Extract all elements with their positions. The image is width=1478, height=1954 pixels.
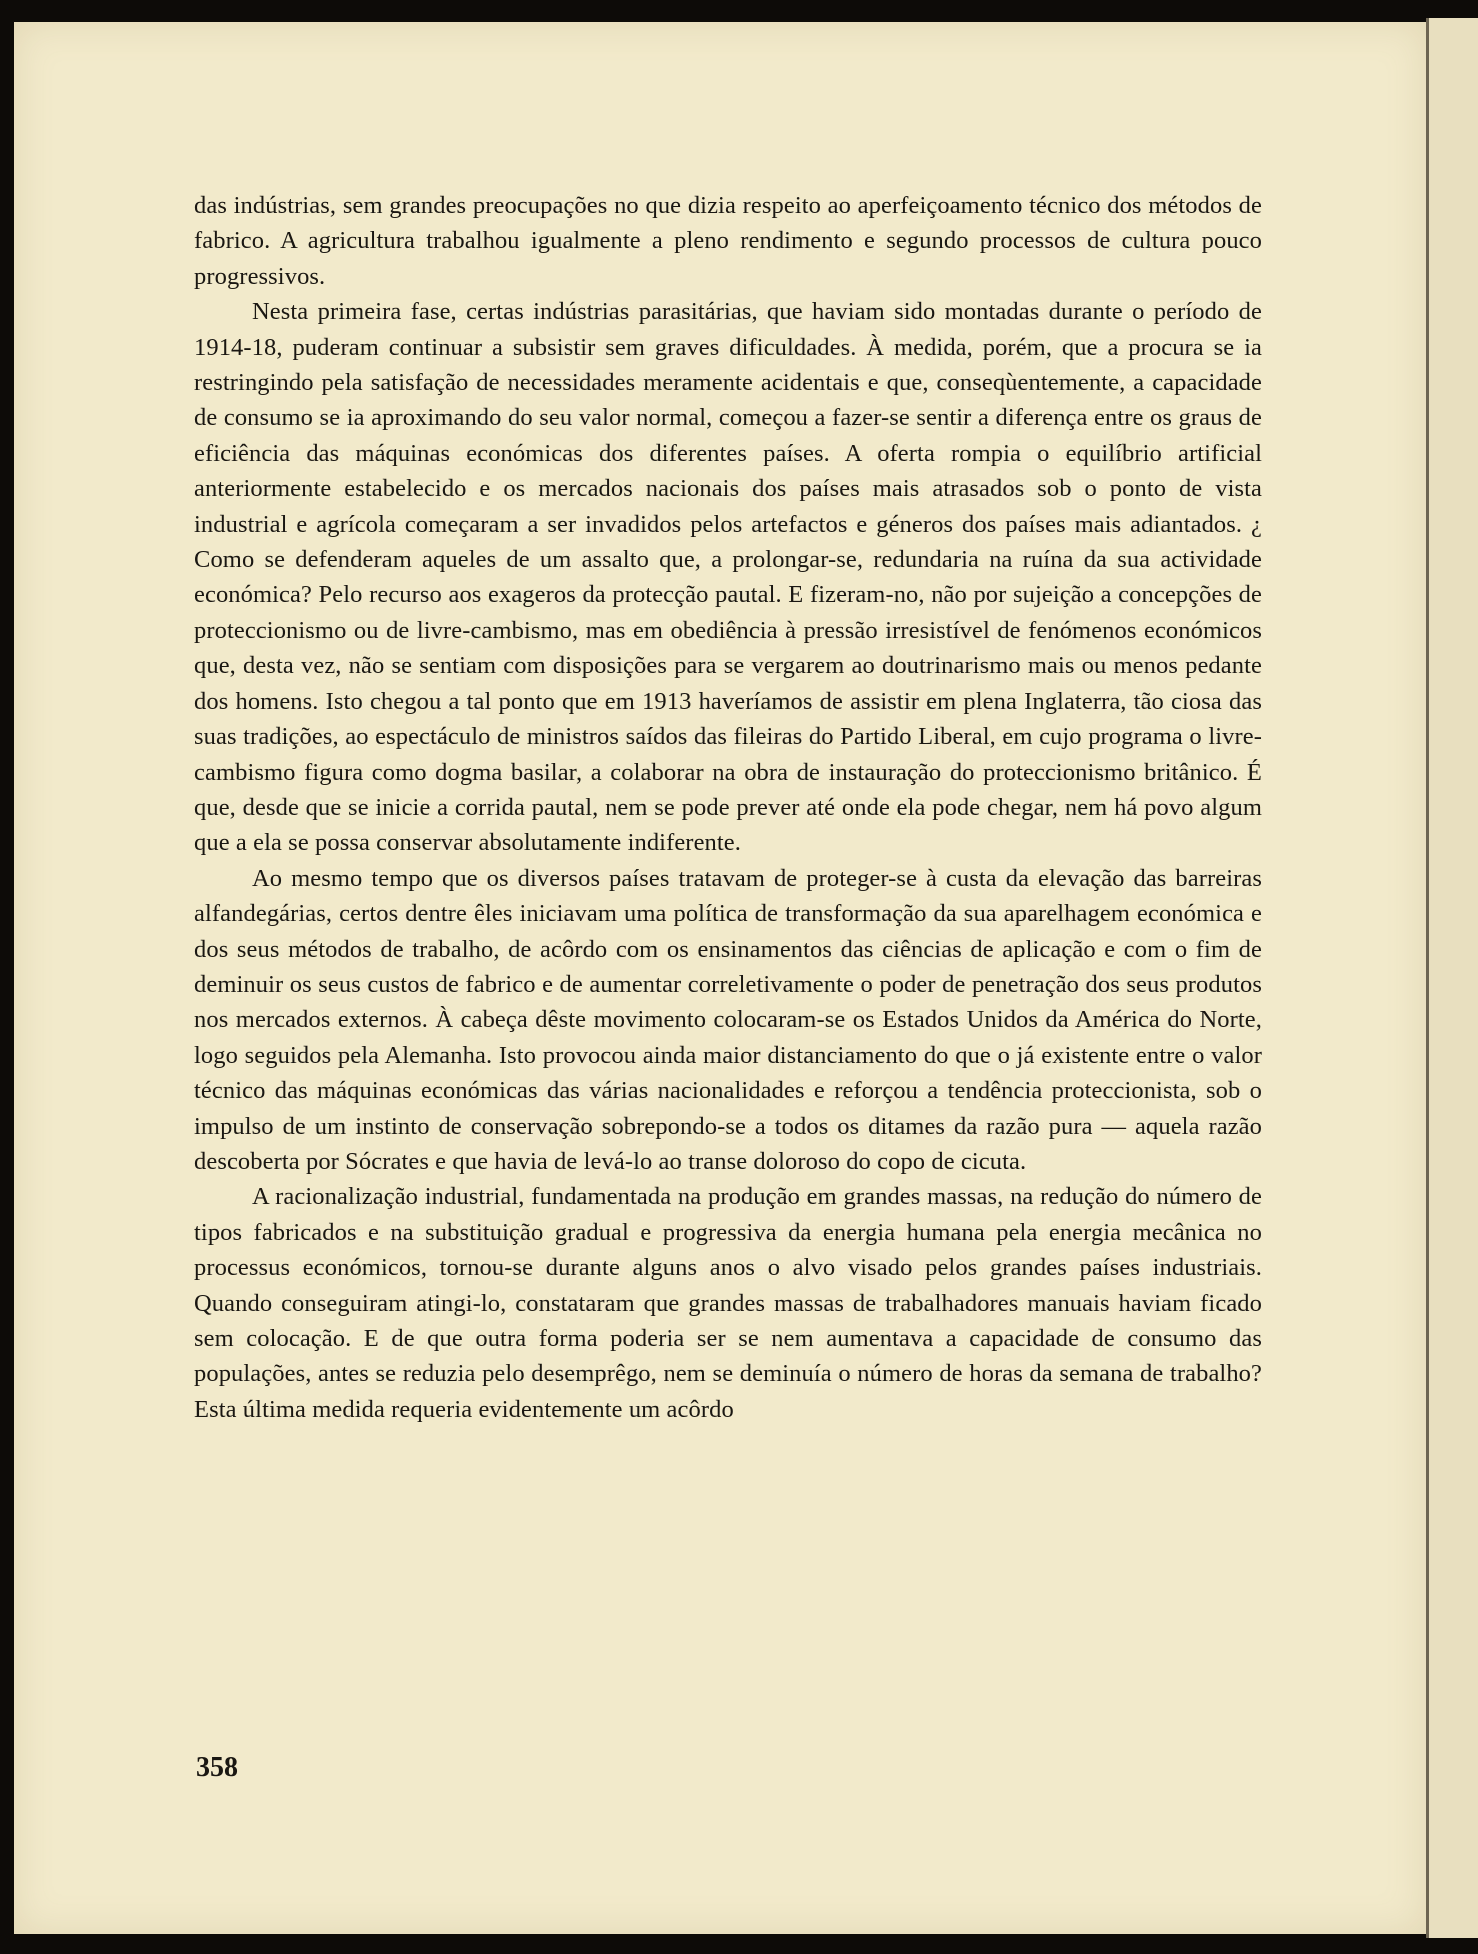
paragraph-4: A racionalização industrial, fundamentada na produção em grandes massas, na redução do número de tipos fabricados e na substituição gradual e progressiva da energia humana pela energia mecânica no processus económicos, tornou-se durante alguns anos o alvo visado pelos grandes países industriais. Quando conseguiram atingi-lo, constataram que grandes massas de trabalhadores manuais haviam ficado sem colocação. E de que outra forma poderia ser se nem aumentava a capacidade de consumo das populações, antes se reduzia pelo desemprêgo, nem se deminuía o número de horas da semana de trabalho? Esta última medida requeria evidentemente um acôrdo [194, 1183, 1262, 1423]
next-page-edge [1426, 18, 1478, 1938]
paragraph-2: Nesta primeira fase, certas indústrias parasitárias, que haviam sido montadas durante o período de 1914-18, puderam continuar a subsistir sem graves dificuldades. À medida, porém, que a procura se ia restringindo pela satisfação de necessidades meramente acidentais e que, conseqùentemente, a capacidade de consumo se ia aproximando do seu valor normal, começou a fazer-se sentir a diferença entre os graus de eficiência das máquinas económicas dos diferentes países. A oferta rompia o equilíbrio artificial anteriormente estabelecido e os mercados nacionais dos países mais atrasados sob o ponto de vista industrial e agrícola começaram a ser invadidos pelos artefactos e géneros dos países mais adiantados. ¿ Como se defenderam aqueles de um assalto que, a prolongar-se, redundaria na ruína da sua actividade económica? Pelo recurso aos exageros da protecção pautal. E fizeram-no, não por sujeição a concepções de proteccionismo ou de livre-cambismo, mas em obediência à pressão irresistível de fenómenos económicos que, desta vez, não se sentiam com disposições para se vergarem ao doutrinarismo mais ou menos pedante dos homens. Isto chegou a tal ponto que em 1913 haveríamos de assistir em plena Inglaterra, tão ciosa das suas tradições, ao espectáculo de ministros saídos das fileiras do Partido Liberal, em cujo programa o livre-cambismo figura como dogma basilar, a colaborar na obra de instauração do proteccionismo britânico. É que, desde que se inicie a corrida pautal, nem se pode prever até onde ela pode chegar, nem há povo algum que a ela se possa conservar absolutamente indiferente. [194, 298, 1262, 857]
body-text [194, 188, 1262, 1427]
paragraph-1: das indústrias, sem grandes preocupações no que dizia respeito ao aperfeiçoamento técnico dos métodos de fabrico. A agricultura trabalhou igualmente a pleno rendimento e segundo processos de cultura pouco progressivos. [194, 192, 1262, 290]
page-number: 358 [196, 1752, 238, 1783]
paragraph-3: Ao mesmo tempo que os diversos países tratavam de proteger-se à custa da elevação das barreiras alfandegárias, certos dentre êles iniciavam uma política de transformação da sua aparelhagem económica e dos seus métodos de trabalho, de acôrdo com os ensinamentos das ciências de aplicação e com o fim de deminuir os seus custos de fabrico e de aumentar correletivamente o poder de penetração dos seus produtos nos mercados externos. À cabeça dêste movimento colocaram-se os Estados Unidos da América do Norte, logo seguidos pela Alemanha. Isto provocou ainda maior distanciamento do que o já existente entre o valor técnico das máquinas económicas das várias nacionalidades e reforçou a tendência proteccionista, sob o impulso de um instinto de conservação sobrepondo-se a todos os ditames da razão pura — aquela razão descoberta por Sócrates e que havia de levá-lo ao transe doloroso do copo de cicuta. [194, 864, 1262, 1175]
